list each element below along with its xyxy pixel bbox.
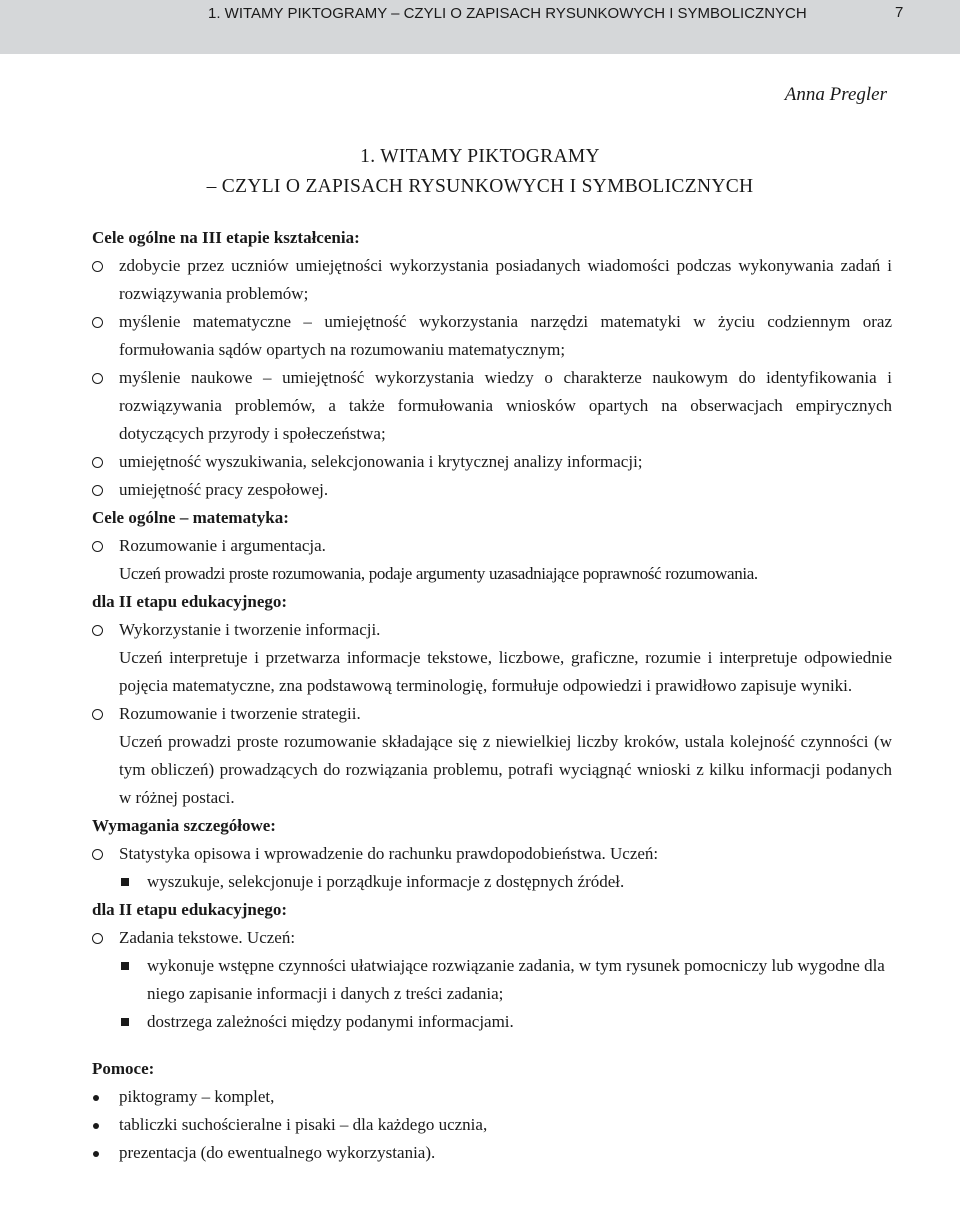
list-item	[92, 364, 892, 448]
stage-heading: dla II etapu edukacyjnego:	[92, 900, 288, 919]
list-item-text: prezentacja (do ewentualnego wykorzystania).	[119, 1143, 436, 1162]
circle-bullet-icon	[92, 457, 103, 468]
sub-list-item	[92, 1008, 892, 1036]
square-bullet-icon	[121, 962, 129, 970]
page-number: 7	[895, 4, 904, 21]
item-description: Uczeń prowadzi proste rozumowania, podaje argumenty uzasadniające poprawność rozumowania.	[119, 564, 758, 583]
list-item	[92, 700, 892, 728]
list-item	[92, 840, 892, 868]
circle-bullet-icon	[92, 541, 103, 552]
bullet-dot-icon	[93, 1123, 99, 1129]
circle-bullet-icon	[92, 261, 103, 272]
list-item-text: umiejętność pracy zespołowej.	[119, 480, 329, 499]
list-item-text: Statystyka opisowa i wprowadzenie do rachunku prawdopodobieństwa. Uczeń:	[119, 844, 659, 863]
list-item-text: Wykorzystanie i tworzenie informacji.	[119, 620, 381, 639]
list-item	[92, 616, 892, 644]
item-description: Uczeń prowadzi proste rozumowanie składające się z niewielkiej liczby kroków, ustala kolejność czynności (w tym obliczeń) prowadzących do rozwiązania problemu, potrafi wyciągnąć wnioski z kilku informacji podanych w różnej postaci.	[119, 732, 892, 807]
list-item-text: piktogramy – komplet,	[119, 1087, 275, 1106]
list-item-text: Rozumowanie i tworzenie strategii.	[119, 704, 361, 723]
circle-bullet-icon	[92, 709, 103, 720]
list-item	[92, 308, 892, 364]
list-item-text: umiejętność wyszukiwania, selekcjonowania i krytycznej analizy informacji;	[119, 452, 643, 471]
detailed-requirements-heading: Wymagania szczegółowe:	[92, 816, 276, 835]
chapter-title-line1: 1. WITAMY PIKTOGRAMY	[360, 146, 600, 167]
list-item	[92, 924, 892, 952]
sub-list-item	[92, 952, 892, 1008]
sub-list-item	[92, 868, 892, 896]
bullet-dot-icon	[93, 1151, 99, 1157]
circle-bullet-icon	[92, 933, 103, 944]
chapter-title-line2: – CZYLI O ZAPISACH RYSUNKOWYCH I SYMBOLICZNYCH	[206, 176, 754, 197]
list-item-text: tabliczki suchościeralne i pisaki – dla każdego ucznia,	[119, 1115, 488, 1134]
circle-bullet-icon	[92, 625, 103, 636]
bullet-dot-icon	[93, 1095, 99, 1101]
circle-bullet-icon	[92, 373, 103, 384]
list-item-text: zdobycie przez uczniów umiejętności wykorzystania posiadanych wiadomości podczas wykonywania zadań i rozwiązywania problemów;	[119, 256, 892, 303]
chapter-title	[0, 142, 960, 202]
list-item-text: Zadania tekstowe. Uczeń:	[119, 928, 296, 947]
stage-heading: dla II etapu edukacyjnego:	[92, 592, 288, 611]
circle-bullet-icon	[92, 317, 103, 328]
square-bullet-icon	[121, 1018, 129, 1026]
item-description: Uczeń interpretuje i przetwarza informacje tekstowe, liczbowe, graficzne, rozumie i interpretuje odpowiednie pojęcia matematyczne, zna podstawową terminologię, formułuje odpowiedzi i prawidłowo zapisuje wyniki.	[119, 648, 892, 695]
list-item-text: Rozumowanie i argumentacja.	[119, 536, 326, 555]
math-goals-heading: Cele ogólne – matematyka:	[92, 508, 289, 527]
running-title: 1. WITAMY PIKTOGRAMY – CZYLI O ZAPISACH RYSUNKOWYCH I SYMBOLICZNYCH	[208, 5, 807, 22]
author-name: Anna Pregler	[784, 84, 887, 105]
sub-list-item-text: dostrzega zależności między podanymi informacjami.	[147, 1012, 514, 1031]
running-header	[0, 0, 960, 54]
list-item	[92, 532, 892, 560]
sub-list-item-text: wykonuje wstępne czynności ułatwiające rozwiązanie zadania, w tym rysunek pomocniczy lub wygodne dla niego zapisanie informacji i danych z treści zadania;	[147, 956, 885, 1003]
list-item	[92, 1111, 892, 1139]
circle-bullet-icon	[92, 485, 103, 496]
aids-heading: Pomoce:	[92, 1059, 155, 1078]
list-item	[92, 252, 892, 308]
list-item-text: myślenie matematyczne – umiejętność wykorzystania narzędzi matematyki w życiu codziennym oraz formułowania sądów opartych na rozumowaniu matematycznym;	[119, 312, 892, 359]
circle-bullet-icon	[92, 849, 103, 860]
sub-list-item-text: wyszukuje, selekcjonuje i porządkuje informacje z dostępnych źródeł.	[147, 872, 625, 891]
list-item	[92, 1083, 892, 1111]
general-goals-heading: Cele ogólne na III etapie kształcenia:	[92, 228, 360, 247]
page-content	[92, 224, 892, 1167]
list-item-text: myślenie naukowe – umiejętność wykorzystania wiedzy o charakterze naukowym do identyfikowania i rozwiązywania problemów, a także formułowania wniosków opartych na obserwacjach empirycznych dotyczących przyrody i społeczeństwa;	[119, 368, 892, 443]
list-item	[92, 448, 892, 476]
list-item	[92, 476, 892, 504]
list-item	[92, 1139, 892, 1167]
square-bullet-icon	[121, 878, 129, 886]
